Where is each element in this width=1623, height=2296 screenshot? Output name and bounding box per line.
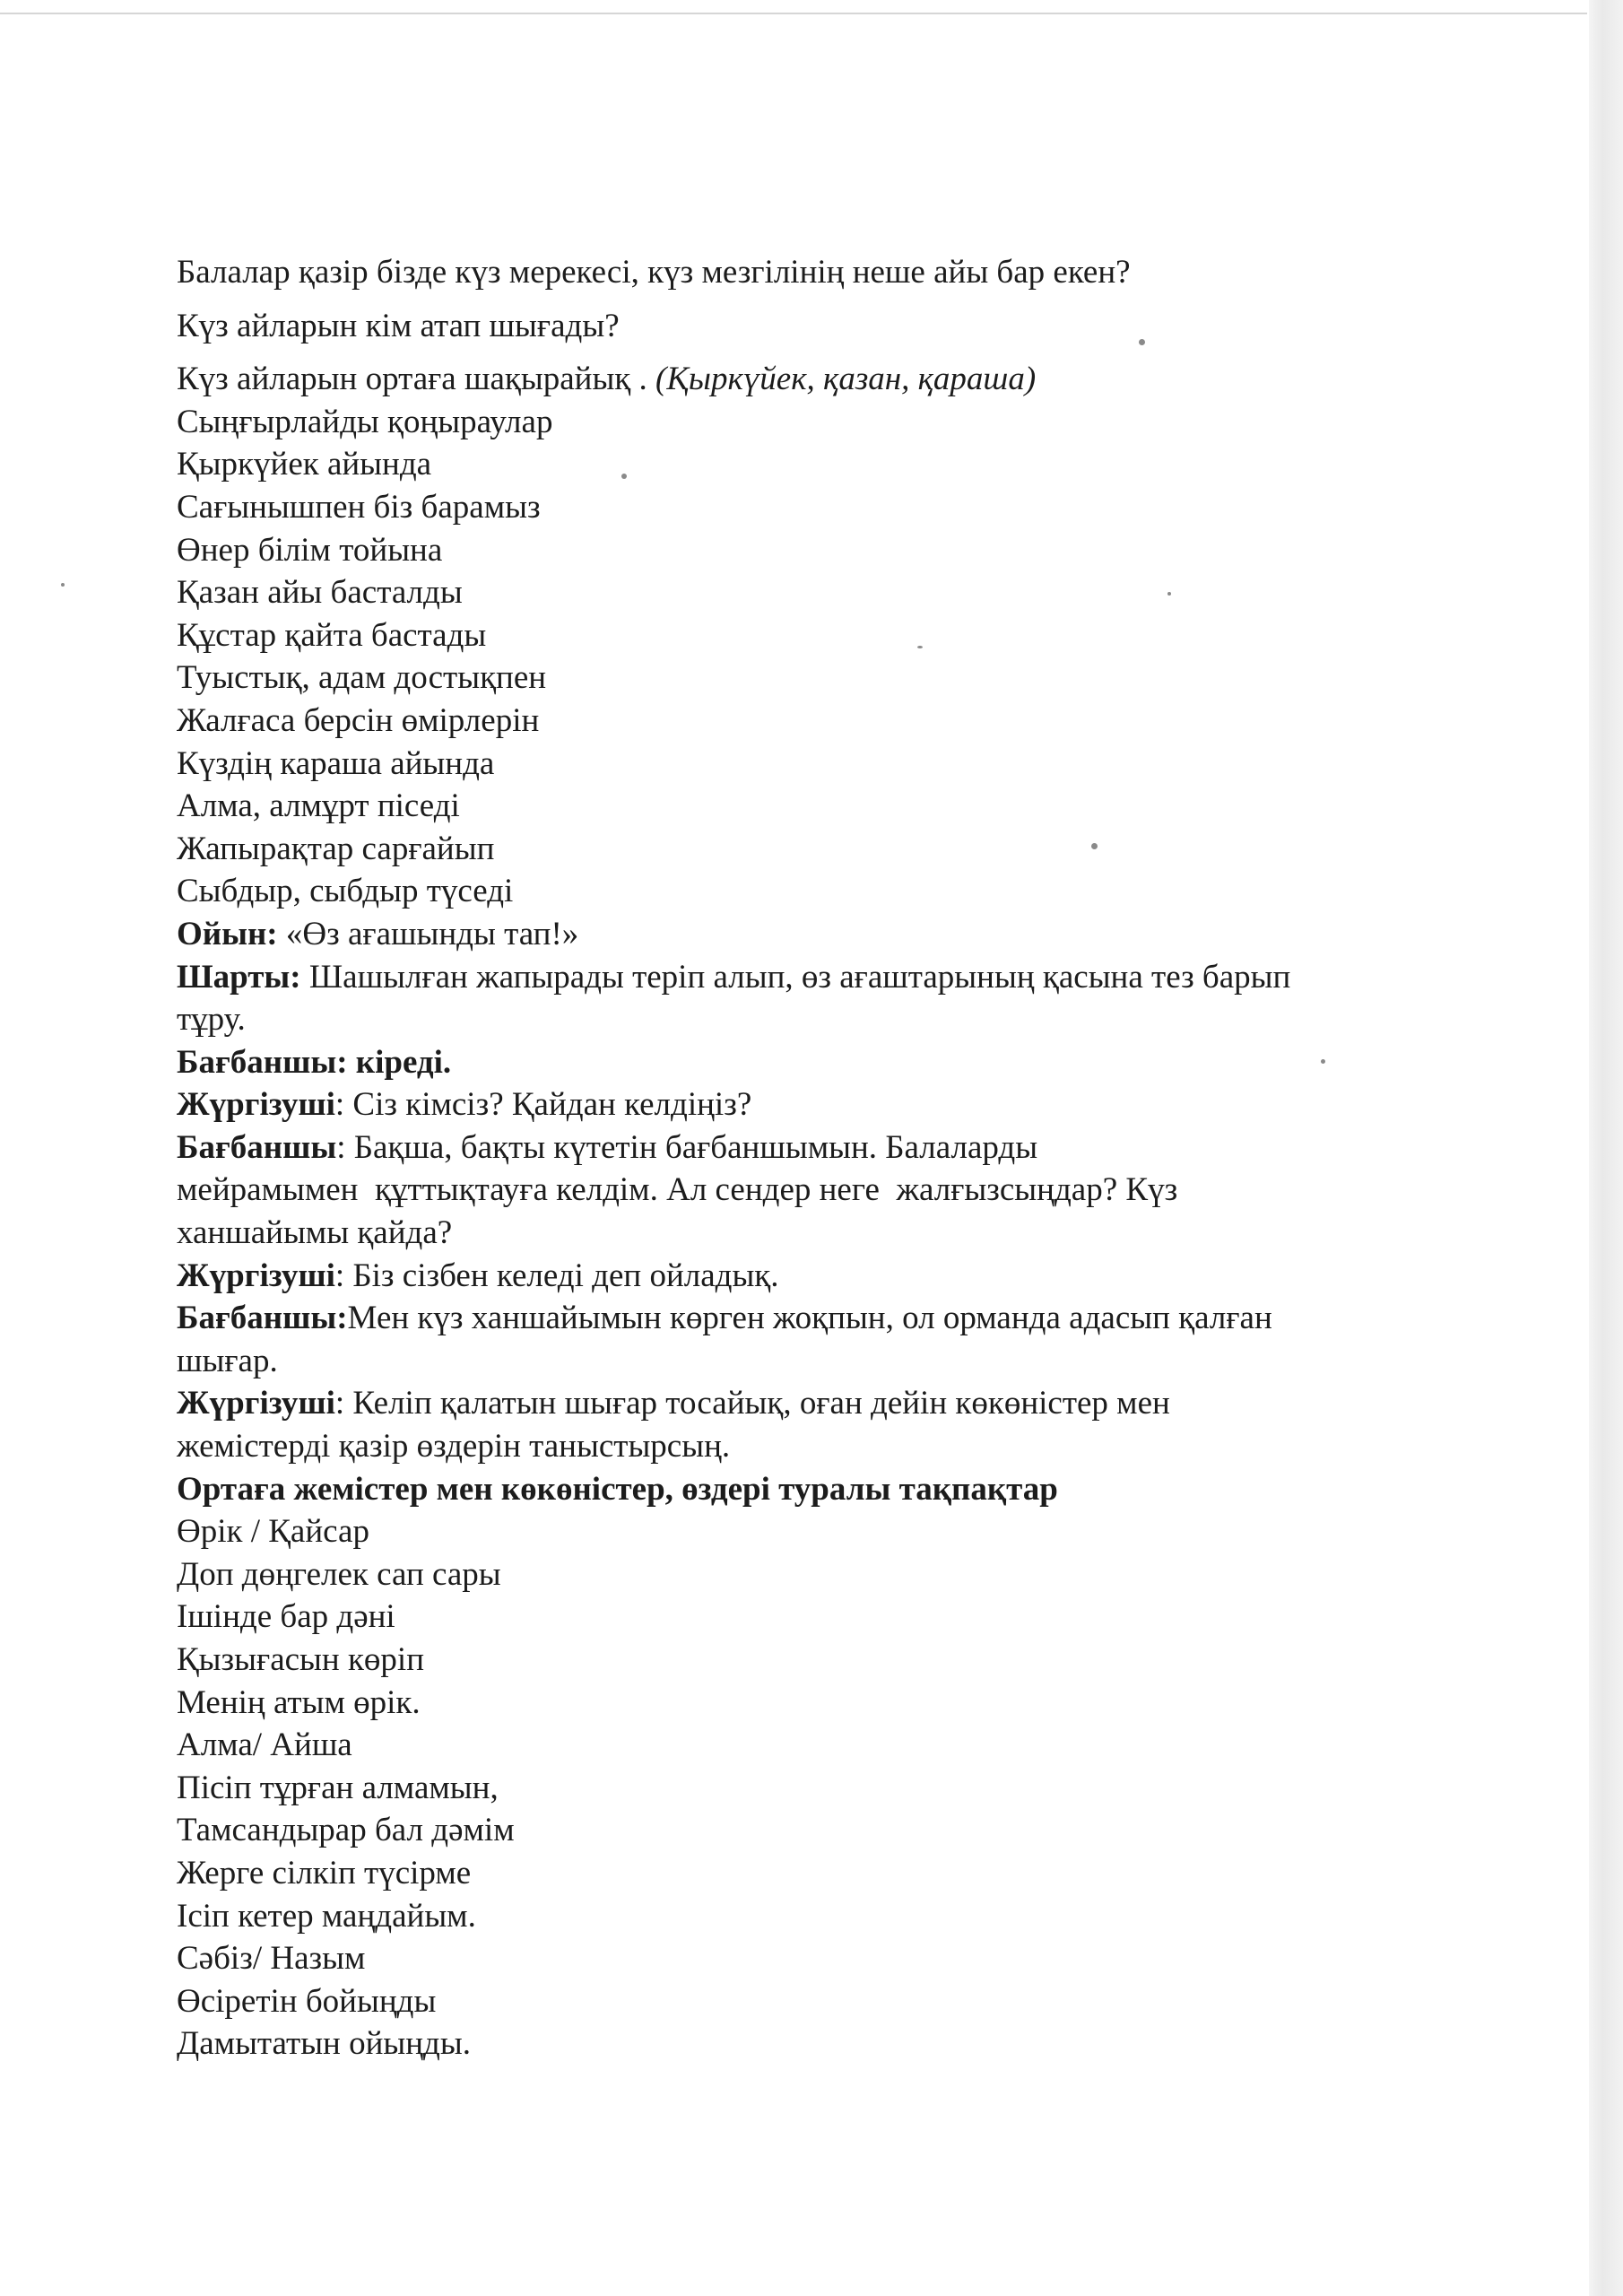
section-heading: Ортаға жемістер мен көкөністер, өздері туралы тақпақтар (177, 1470, 1058, 1508)
dialogue-line (177, 1126, 1495, 1170)
invite-line (177, 358, 1495, 401)
dialogue-line (177, 1255, 1495, 1298)
dialogue-text: : Келіп қалатын шығар тосайық, оған дейін көкөністер мен (334, 1385, 1170, 1422)
verse-line: Ісіп кетер маңдайым. (177, 1897, 476, 1935)
verse-line: Алма/ Айша (177, 1726, 352, 1764)
gardener-enters: Бағбаншы: кіреді. (177, 1043, 452, 1081)
verse-line: Өрік / Қайсар (177, 1513, 369, 1551)
poem-line: Күздің караша айында (177, 744, 495, 782)
verse-line: Ішінде бар дәні (177, 1598, 395, 1636)
poem-line: Туыстық, адам достықпен (177, 659, 547, 697)
verse-line: Дамытатын ойыңды. (177, 2025, 471, 2063)
conditions-line (177, 956, 1495, 999)
poem-line: Қазан айы басталды (177, 574, 463, 612)
dialogue-text: Мен күз ханшайымын көрген жоқпын, ол орманда адасып қалған (347, 1300, 1272, 1337)
invite-text: Күз айларын ортаға шақырайық . (177, 361, 656, 398)
dialogue-text-cont: жемістерді қазір өздерін таныстырсың. (177, 1428, 731, 1465)
document-body (177, 251, 1495, 2066)
dialogue-line (177, 1083, 1495, 1126)
verse-line: Қызығасын көріп (177, 1641, 425, 1678)
speaker-host: Жүргізуші (177, 1086, 335, 1124)
game-title: «Өз ағашынды тап!» (277, 915, 579, 952)
verse-line: Менің атым өрік. (177, 1683, 421, 1721)
poem-line: Жалғаса берсін өмірлерін (177, 701, 540, 739)
speaker-host: Жүргізуші (177, 1257, 335, 1294)
poem-line: Сыңғырлайды қоңыраулар (177, 403, 553, 440)
poem-line: Жапырақтар сарғайып (177, 830, 495, 867)
conditions-text: Шашылған жапырады теріп алып, өз ағаштарының қасына тез барып (300, 958, 1291, 996)
dialogue-text: : Бақша, бақты күтетін бағбаншымын. Балаларды (336, 1128, 1038, 1166)
conditions-text-cont: тұру. (177, 1001, 246, 1039)
verse-line: Жерге сілкіп түсірме (177, 1854, 472, 1892)
dialogue-text: : Біз сізбен келеді деп ойладық. (334, 1257, 779, 1294)
poem-line: Сыбдыр, сыбдыр түседі (177, 873, 514, 910)
verse-line: Өсіретін бойыңды (177, 1982, 437, 2020)
poem-line: Өнер білім тойына (177, 531, 443, 569)
game-line (177, 913, 1495, 956)
dialogue-text-cont: мейрамымен құттықтауға келдім. Ал сендер неге жалғызсыңдар? Күз (177, 1171, 1178, 1209)
conditions-label: Шарты: (177, 958, 301, 996)
scan-speck (61, 583, 65, 587)
poem-line: Қыркүйек айында (177, 446, 432, 483)
verse-line: Сәбіз/ Назым (177, 1940, 366, 1978)
dialogue-line (177, 1297, 1495, 1340)
dialogue-text: : Сіз кімсіз? Қайдан келдіңіз? (334, 1086, 752, 1124)
dialogue-text-cont: шығар. (177, 1342, 278, 1379)
speaker-host: Жүргізуші (177, 1385, 335, 1422)
verse-line: Тамсандырар бал дәмім (177, 1812, 515, 1849)
speaker-gardener: Бағбаншы: (177, 1300, 348, 1337)
speaker-gardener: Бағбаншы (177, 1128, 337, 1166)
intro-prompt: Күз айларын кім атап шығады? (177, 307, 620, 344)
verse-line: Доп дөңгелек сап сары (177, 1555, 501, 1593)
dialogue-text-cont: ханшайымы қайда? (177, 1214, 453, 1252)
poem-line: Сағынышпен біз барамыз (177, 488, 541, 526)
dialogue-line (177, 1382, 1495, 1425)
scan-edge-top (0, 13, 1587, 14)
verse-line: Пісіп тұрған алмамын, (177, 1769, 499, 1806)
poem-line: Алма, алмұрт піседі (177, 787, 460, 825)
poem-line: Құстар қайта бастады (177, 616, 487, 654)
invite-note: (Қыркүйек, қазан, қараша) (655, 361, 1037, 398)
game-label: Ойын: (177, 915, 278, 952)
intro-question: Балалар қазір бізде күз мерекесі, күз мезгілінің неше айы бар екен? (177, 254, 1131, 291)
scan-edge-right (1589, 0, 1623, 2296)
